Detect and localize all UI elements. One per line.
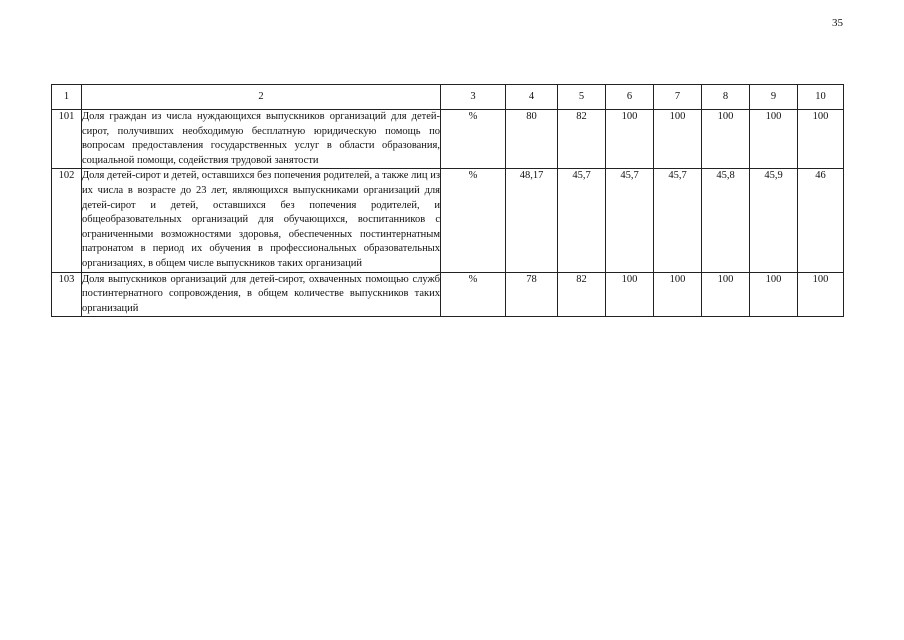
- row-unit: %: [441, 272, 506, 317]
- table-row: [52, 169, 844, 272]
- row-value: 100: [606, 272, 654, 317]
- row-value: 45,9: [750, 169, 798, 272]
- indicators-table: [51, 84, 844, 317]
- row-value: 100: [654, 272, 702, 317]
- row-value: 100: [798, 110, 844, 169]
- row-unit: %: [441, 169, 506, 272]
- row-description: Доля выпускников организаций для детей-сирот, охваченных помощью служб постинтернатного сопровождения, в общем количестве выпускников таких организаций: [82, 272, 441, 317]
- column-header: 7: [654, 85, 702, 110]
- row-value: 45,7: [558, 169, 606, 272]
- column-header: 2: [82, 85, 441, 110]
- row-value: 100: [702, 272, 750, 317]
- row-value: 48,17: [506, 169, 558, 272]
- column-header: 5: [558, 85, 606, 110]
- column-header: 3: [441, 85, 506, 110]
- column-header: 1: [52, 85, 82, 110]
- row-value: 100: [606, 110, 654, 169]
- row-unit: %: [441, 110, 506, 169]
- row-value: 82: [558, 110, 606, 169]
- row-number: 102: [52, 169, 82, 272]
- row-value: 45,8: [702, 169, 750, 272]
- row-value: 78: [506, 272, 558, 317]
- column-header: 10: [798, 85, 844, 110]
- row-value: 82: [558, 272, 606, 317]
- row-value: 80: [506, 110, 558, 169]
- column-header: 6: [606, 85, 654, 110]
- table-row: [52, 272, 844, 317]
- column-header: 4: [506, 85, 558, 110]
- row-number: 101: [52, 110, 82, 169]
- row-value: 45,7: [606, 169, 654, 272]
- table-header-row: [52, 85, 844, 110]
- row-number: 103: [52, 272, 82, 317]
- row-value: 46: [798, 169, 844, 272]
- column-header: 9: [750, 85, 798, 110]
- row-value: 100: [702, 110, 750, 169]
- row-value: 100: [750, 110, 798, 169]
- row-description: Доля детей-сирот и детей, оставшихся без попечения родителей, а также лиц из их числа в возрасте до 23 лет, являющихся выпускниками организаций для детей-сирот и детей, оставшихся без попечения родителей, и общеобразовательных организаций для обучающихся, воспитанников с ограниченными возможностями здоровья, обеспеченных постинтернатным патронатом в период их обучения в профессиональных образовательных организациях, в общем числе выпускников таких организаций: [82, 169, 441, 272]
- column-header: 8: [702, 85, 750, 110]
- row-value: 100: [798, 272, 844, 317]
- row-value: 100: [750, 272, 798, 317]
- page-number: 35: [832, 17, 843, 29]
- row-value: 45,7: [654, 169, 702, 272]
- row-value: 100: [654, 110, 702, 169]
- table-row: [52, 110, 844, 169]
- row-description: Доля граждан из числа нуждающихся выпускников организаций для детей-сирот, получивших необходимую бесплатную юридическую помощь по вопросам предоставления государственных услуг в области образования, социальной помощи, содействия трудовой занятости: [82, 110, 441, 169]
